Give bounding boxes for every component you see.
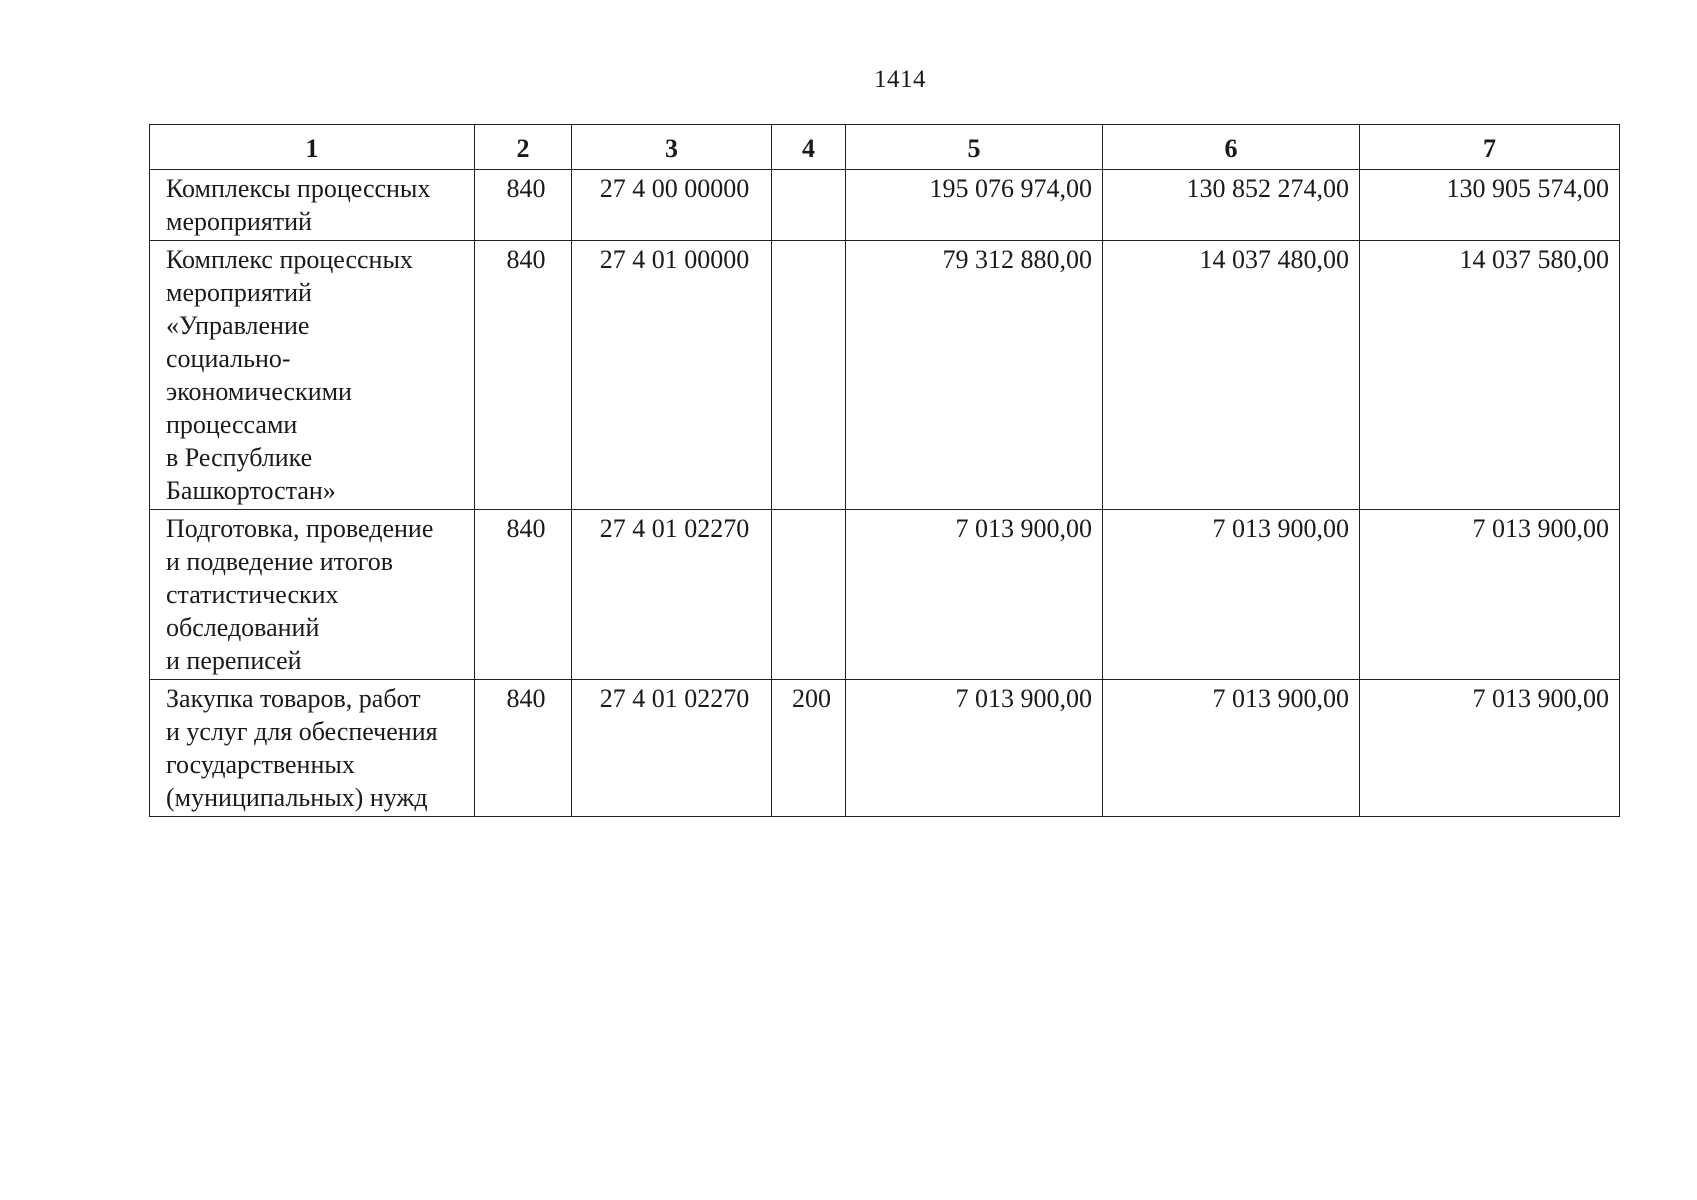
- row-name-line: в Республике: [166, 443, 313, 472]
- budget-table: [149, 124, 1620, 817]
- table-row: [150, 170, 1620, 241]
- row-name-line: статистических: [166, 580, 339, 609]
- csr-cell: 27 4 00 00000: [572, 170, 772, 241]
- sum1-cell: 7 013 900,00: [846, 510, 1103, 680]
- column-header: 7: [1360, 125, 1620, 170]
- vr-cell: [772, 170, 846, 241]
- ved-cell: 840: [475, 680, 572, 817]
- row-name-line: обследований: [166, 613, 320, 642]
- column-header: 2: [475, 125, 572, 170]
- row-name-cell: [150, 680, 475, 817]
- column-header: 5: [846, 125, 1103, 170]
- row-name-line: и услуг для обеспечения: [166, 717, 438, 746]
- sum2-cell: 130 852 274,00: [1103, 170, 1360, 241]
- sum2-cell: 14 037 480,00: [1103, 241, 1360, 510]
- row-name-line: мероприятий: [166, 207, 312, 236]
- row-name-line: социально-: [166, 344, 291, 373]
- column-header: 1: [150, 125, 475, 170]
- sum1-cell: 7 013 900,00: [846, 680, 1103, 817]
- row-name-line: государственных: [166, 750, 355, 779]
- table-row: [150, 241, 1620, 510]
- sum3-cell: 7 013 900,00: [1360, 510, 1620, 680]
- sum3-cell: 7 013 900,00: [1360, 680, 1620, 817]
- sum2-cell: 7 013 900,00: [1103, 680, 1360, 817]
- ved-cell: 840: [475, 241, 572, 510]
- vr-cell: [772, 510, 846, 680]
- row-name-line: мероприятий: [166, 278, 312, 307]
- row-name-line: Комплекс процессных: [166, 245, 413, 274]
- csr-cell: 27 4 01 02270: [572, 680, 772, 817]
- header-row: [150, 125, 1620, 170]
- row-name-line: (муниципальных) нужд: [166, 783, 428, 812]
- csr-cell: 27 4 01 00000: [572, 241, 772, 510]
- ved-cell: 840: [475, 170, 572, 241]
- sum2-cell: 7 013 900,00: [1103, 510, 1360, 680]
- column-header: 6: [1103, 125, 1360, 170]
- sum3-cell: 14 037 580,00: [1360, 241, 1620, 510]
- row-name-line: процессами: [166, 410, 298, 439]
- row-name-line: Закупка товаров, работ: [166, 684, 421, 713]
- column-header: 4: [772, 125, 846, 170]
- csr-cell: 27 4 01 02270: [572, 510, 772, 680]
- row-name-cell: [150, 241, 475, 510]
- sum1-cell: 195 076 974,00: [846, 170, 1103, 241]
- table-row: [150, 510, 1620, 680]
- row-name-line: Комплексы процессных: [166, 174, 431, 203]
- column-header: 3: [572, 125, 772, 170]
- row-name-line: Башкортостан»: [166, 476, 336, 505]
- row-name-cell: [150, 170, 475, 241]
- vr-cell: [772, 241, 846, 510]
- row-name-line: экономическими: [166, 377, 352, 406]
- page-number: 1414: [874, 66, 926, 93]
- sum1-cell: 79 312 880,00: [846, 241, 1103, 510]
- sum3-cell: 130 905 574,00: [1360, 170, 1620, 241]
- vr-cell: 200: [772, 680, 846, 817]
- row-name-cell: [150, 510, 475, 680]
- row-name-line: «Управление: [166, 311, 310, 340]
- table-row: [150, 680, 1620, 817]
- row-name-line: и подведение итогов: [166, 547, 393, 576]
- ved-cell: 840: [475, 510, 572, 680]
- row-name-line: и переписей: [166, 646, 302, 675]
- row-name-line: Подготовка, проведение: [166, 514, 434, 543]
